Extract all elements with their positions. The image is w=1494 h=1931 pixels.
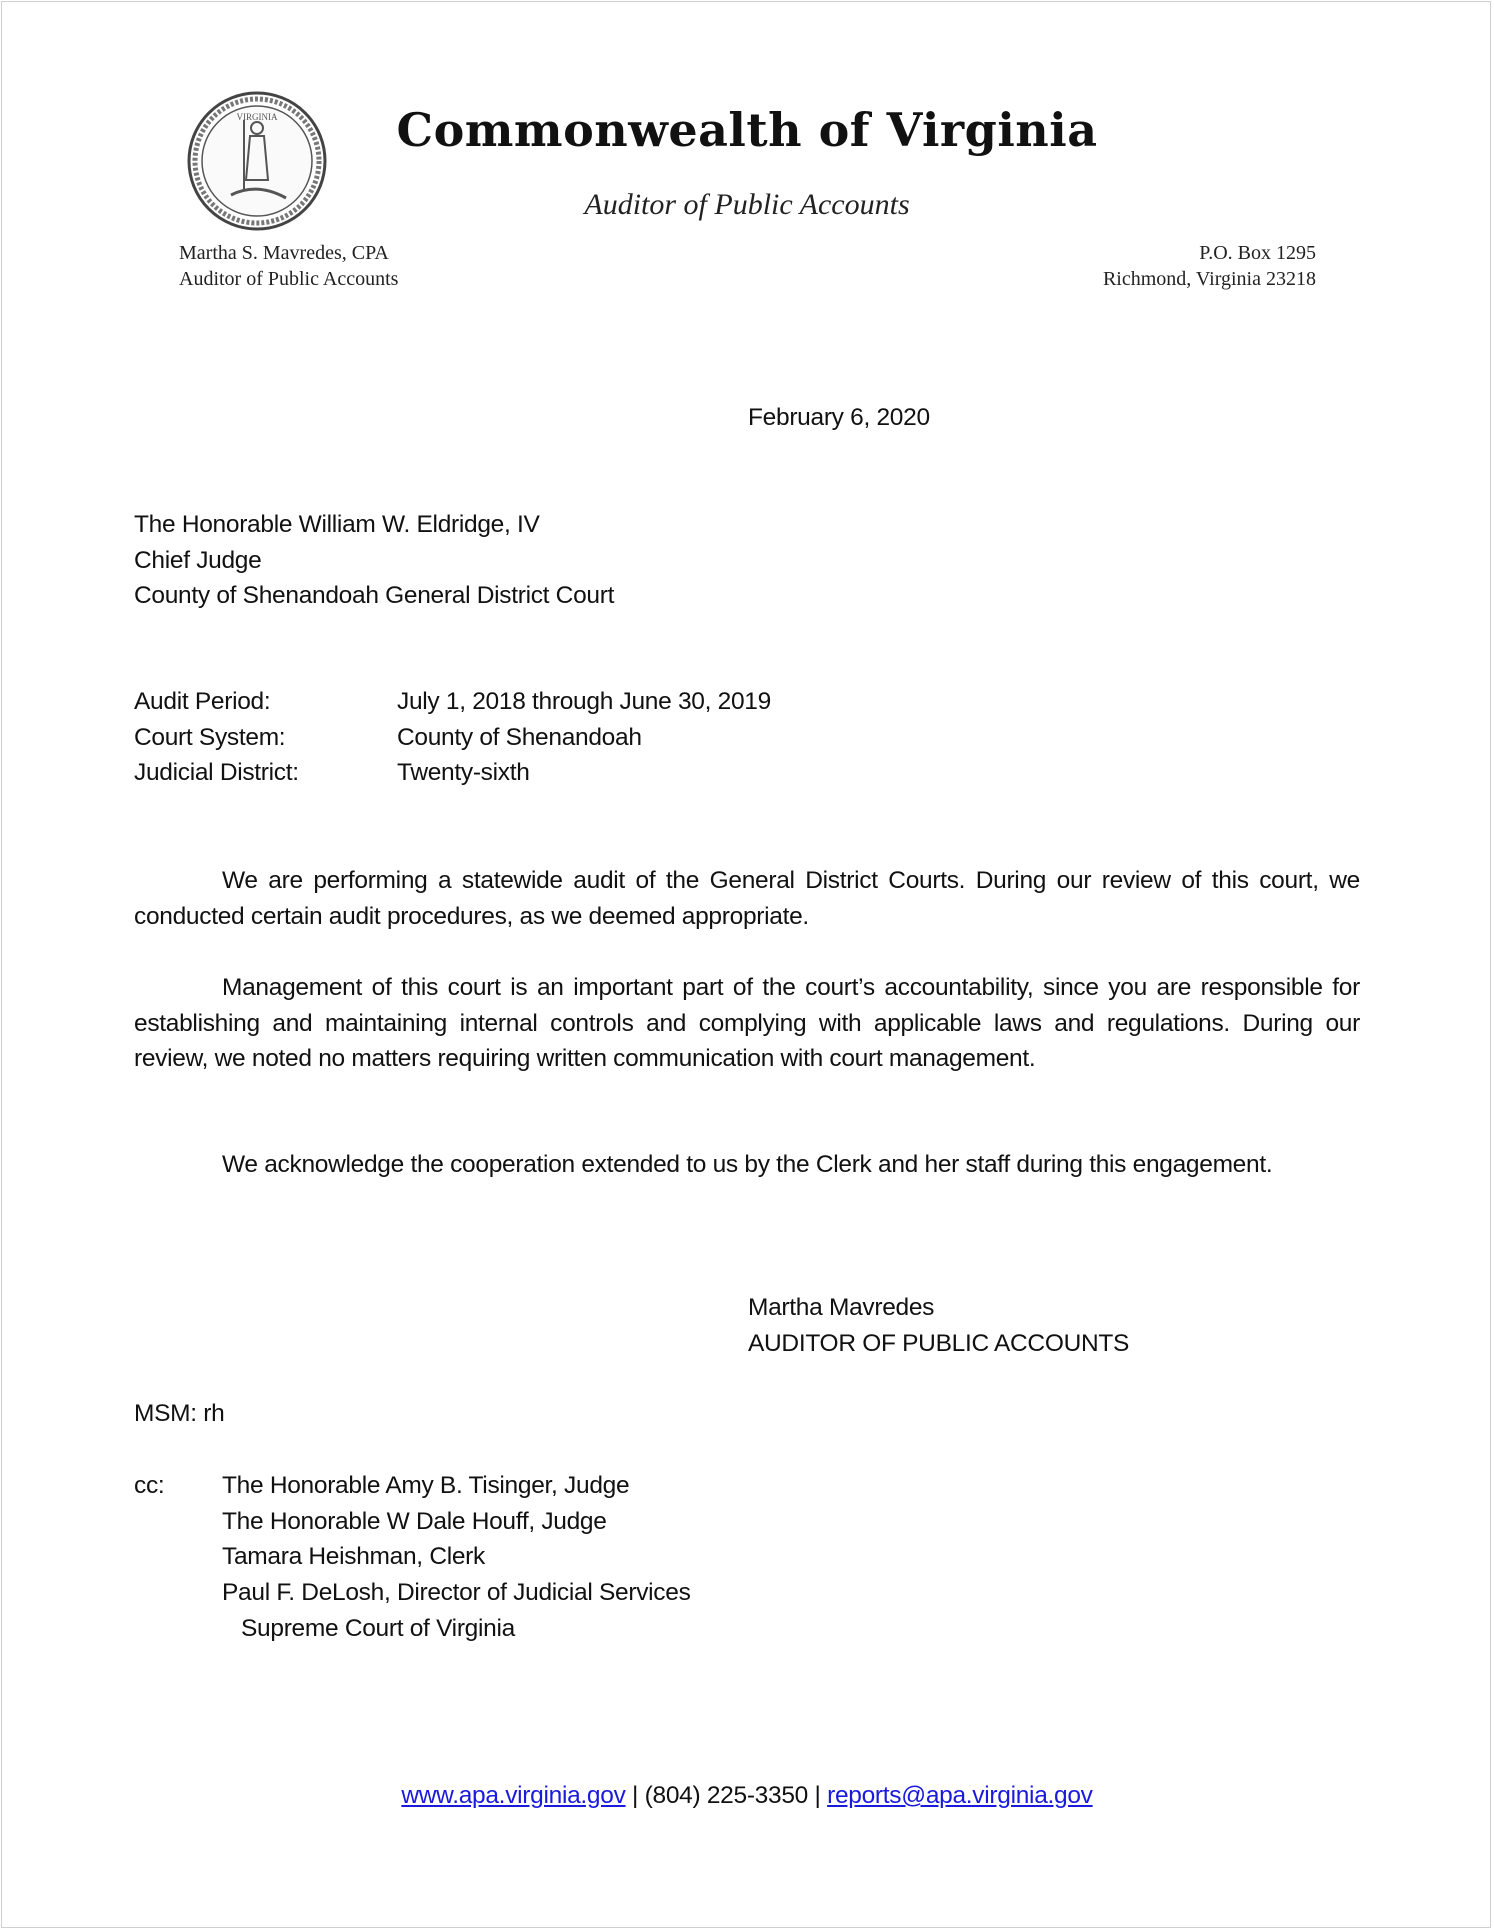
letter-date: February 6, 2020 (748, 404, 930, 431)
signature-block (748, 1290, 1129, 1361)
audit-info-value: County of Shenandoah (397, 723, 642, 751)
email-link[interactable]: reports@apa.virginia.gov (827, 1782, 1093, 1809)
auditor-title: Auditor of Public Accounts (179, 268, 399, 290)
letterhead-subtitle: Auditor of Public Accounts (584, 188, 910, 221)
signer-name: Martha Mavredes (748, 1294, 935, 1321)
cc-recipient: Tamara Heishman, Clerk (222, 1543, 485, 1571)
auditor-name: Martha S. Mavredes, CPA (179, 242, 389, 264)
signer-title: AUDITOR OF PUBLIC ACCOUNTS (748, 1329, 1130, 1357)
auditor-name-block (179, 240, 398, 292)
cc-recipient: The Honorable Amy B. Tisinger, Judge (222, 1472, 630, 1499)
paragraph-text: We are performing a statewide audit of the General District Courts. During our review of this court, we conducted certain audit procedures, as we deemed appropriate. (134, 867, 1360, 930)
addressee-block (134, 507, 614, 614)
audit-info-value: Twenty-sixth (397, 759, 530, 787)
mailing-address-block (1103, 240, 1316, 292)
city-state-zip: Richmond, Virginia 23218 (1102, 268, 1316, 290)
audit-info-table (134, 684, 771, 791)
separator: | (632, 1782, 639, 1809)
audit-info-label: Audit Period: (134, 688, 271, 715)
svg-text:VIRGINIA: VIRGINIA (236, 112, 278, 122)
audit-info-label: Judicial District: (134, 759, 299, 787)
body-paragraph-1 (134, 863, 1360, 934)
audit-info-row (134, 755, 771, 791)
cc-list (222, 1468, 691, 1647)
paragraph-text: Management of this court is an important part of the court’s accountability, since you are responsible for establishing and maintaining internal controls and complying with applicable laws and regulations. During our review, we noted no matters requiring written communication with court management. (134, 974, 1360, 1073)
website-link[interactable]: www.apa.virginia.gov (401, 1782, 626, 1809)
paragraph-text: We acknowledge the cooperation extended to us by the Clerk and her staff during this engagement. (222, 1151, 1273, 1178)
letterhead-title: Commonwealth of Virginia (396, 103, 1098, 157)
cc-recipient: The Honorable W Dale Houff, Judge (222, 1507, 607, 1535)
footer-contact (0, 1778, 1494, 1814)
addressee-name: The Honorable William W. Eldridge, IV (134, 511, 540, 538)
cc-recipient: Paul F. DeLosh, Director of Judicial Services (222, 1579, 691, 1607)
body-paragraph-2 (134, 970, 1360, 1077)
audit-info-row (134, 684, 771, 720)
cc-label: cc: (134, 1472, 165, 1499)
separator: | (814, 1782, 821, 1809)
cc-recipient-continuation: Supreme Court of Virginia (241, 1614, 515, 1642)
addressee-court: County of Shenandoah General District Court (134, 582, 615, 610)
initials: MSM: rh (134, 1400, 225, 1427)
body-paragraph-3 (134, 1147, 1360, 1183)
audit-info-value: July 1, 2018 through June 30, 2019 (397, 688, 771, 715)
audit-info-row (134, 720, 771, 756)
addressee-title: Chief Judge (134, 546, 262, 574)
audit-info-label: Court System: (134, 723, 286, 751)
po-box: P.O. Box 1295 (1199, 242, 1316, 264)
phone-number: (804) 225-3350 (644, 1782, 808, 1809)
